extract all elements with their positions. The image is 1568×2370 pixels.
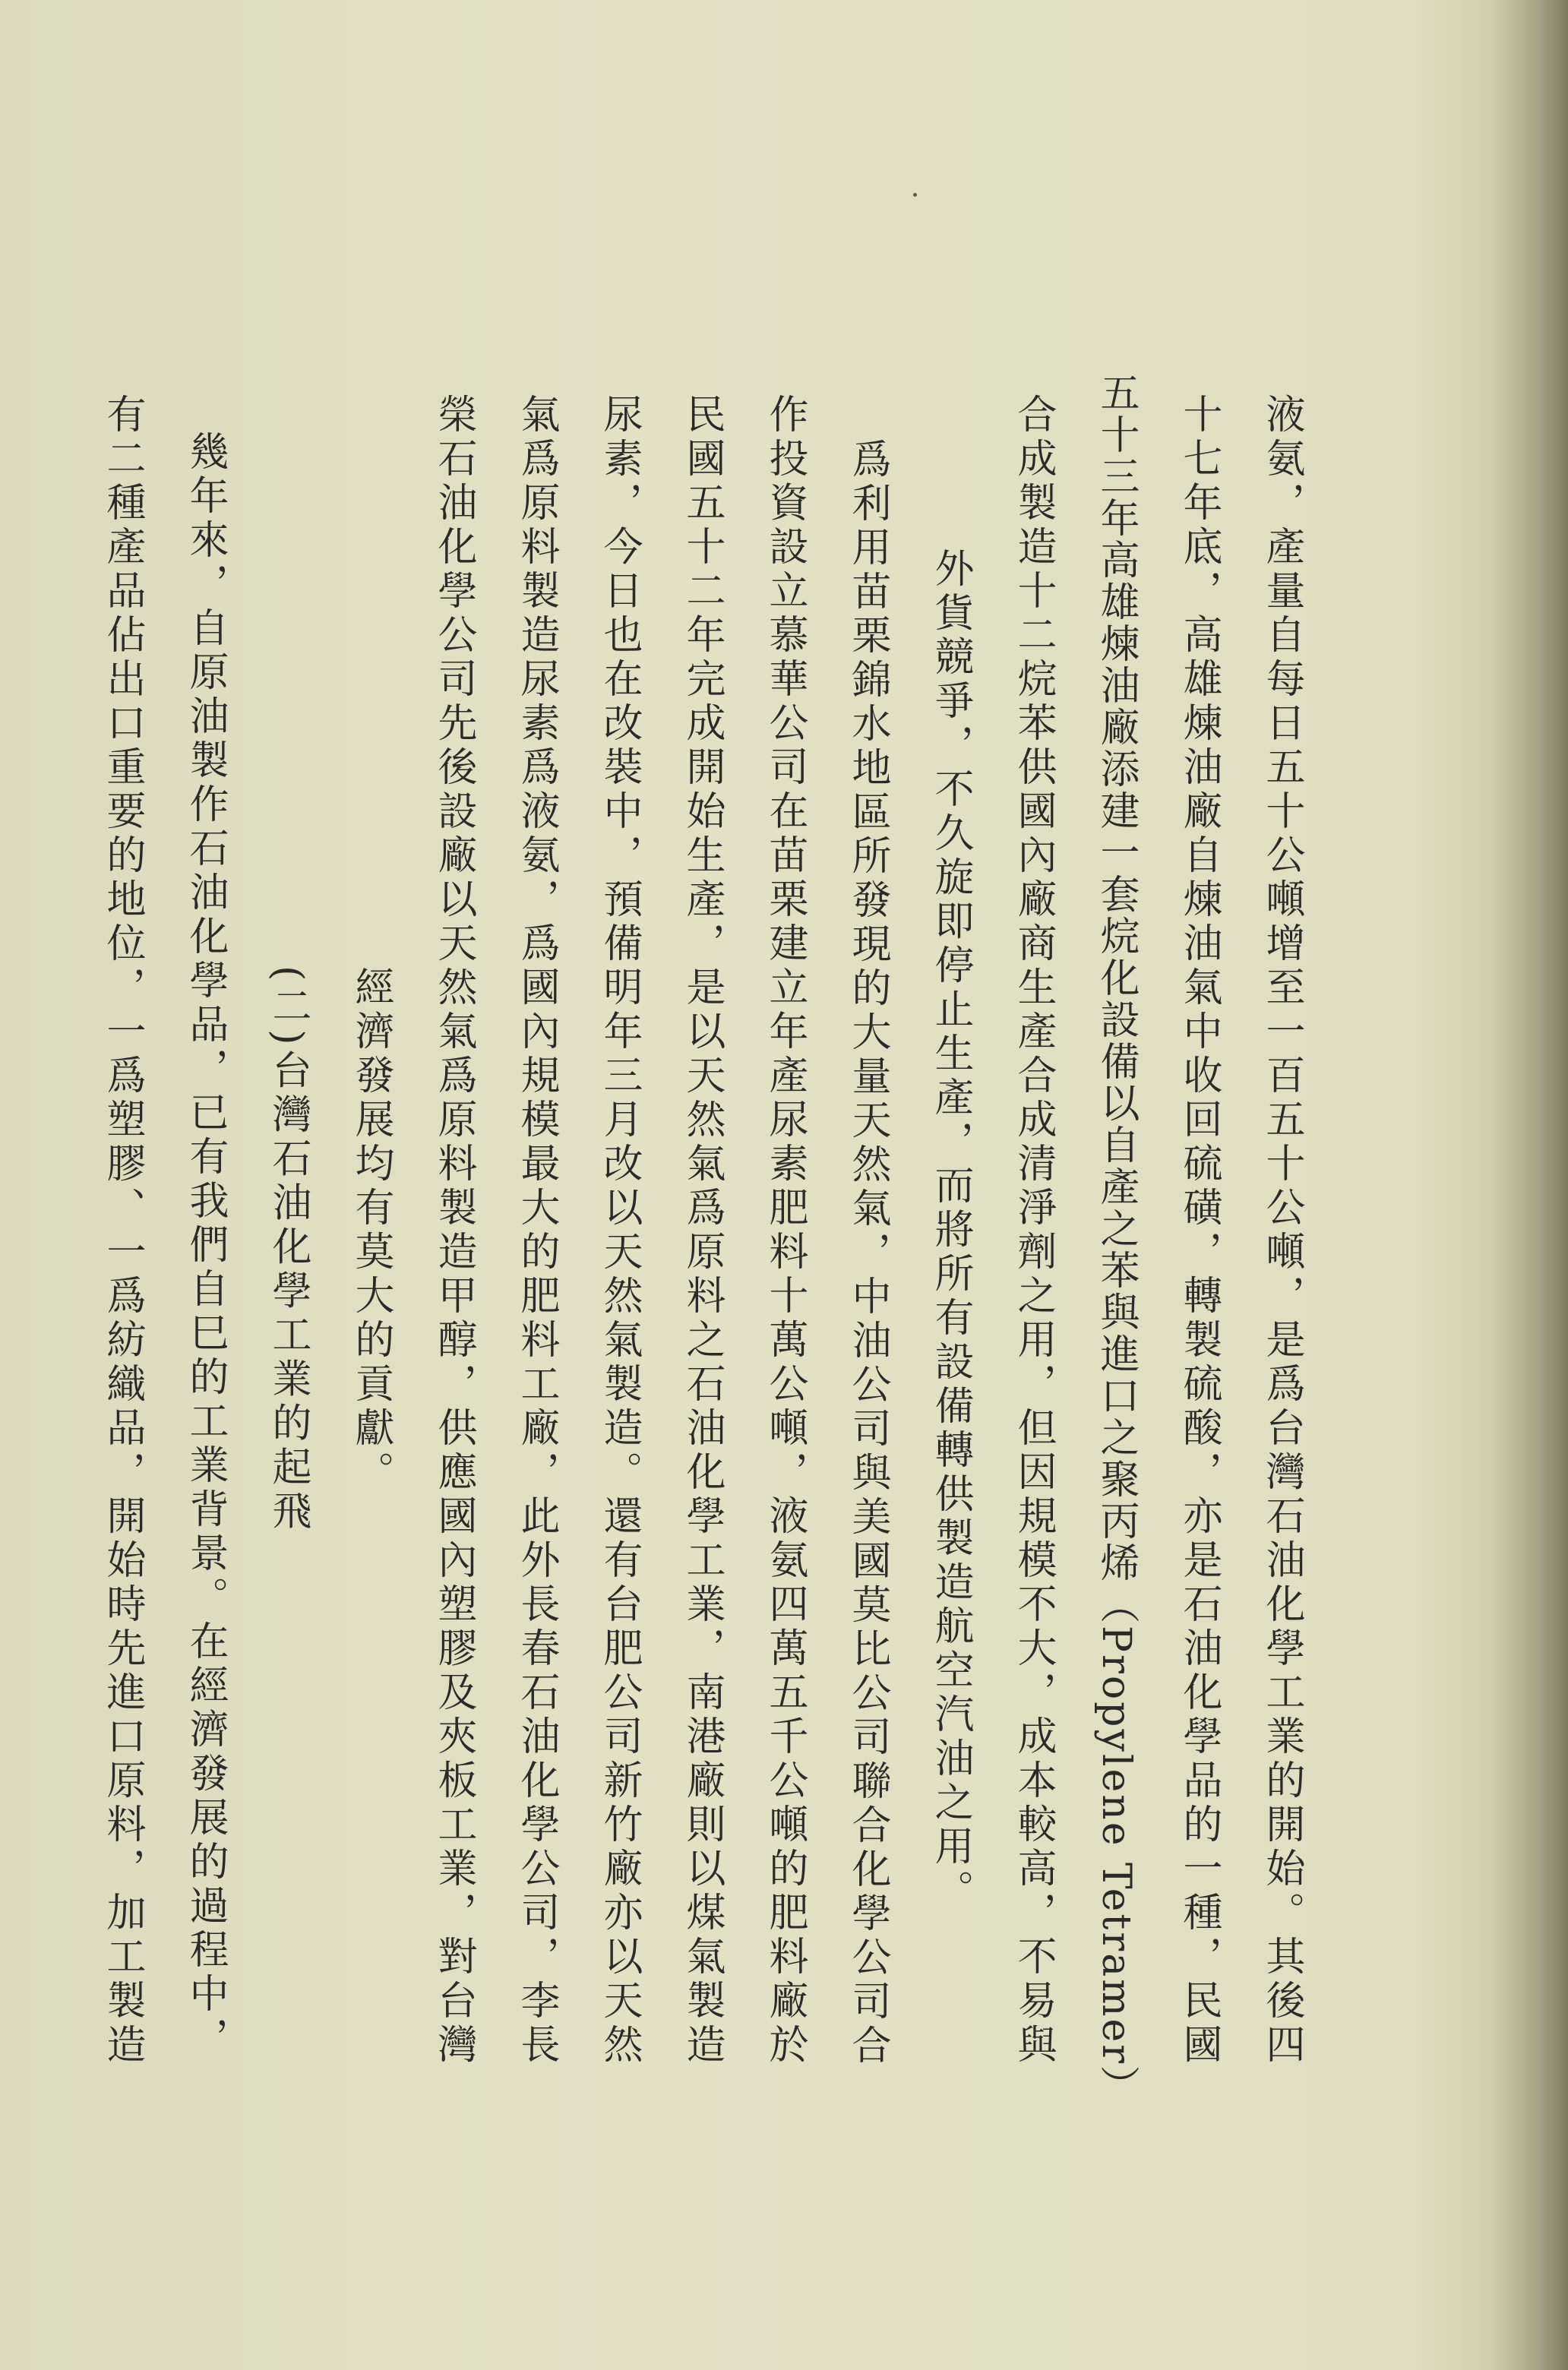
text-column-11: 榮石油化學公司先後設廠以天然氣爲原料製造甲醇，供應國內塑膠及夾板工業，對台灣 <box>431 393 476 2068</box>
text-column-10: 氣爲原料製造尿素爲液氨，爲國內規模最大的肥料工廠，此外長春石油化學公司，李長 <box>514 393 559 2068</box>
text-column-4: 合成製造十二烷苯供國內廠商生產合成清淨劑之用，但因規模不大，成本較高，不易與 <box>1010 393 1056 2068</box>
section-heading: (二)台灣石油化學工業的起飛 <box>265 965 311 1534</box>
text-column-12: 經濟發展均有莫大的貢獻。 <box>348 966 394 1495</box>
text-column-1: 液氨，產量自每日五十公噸增至一百五十公噸，是爲台灣石油化學工業的開始。其後四 <box>1259 393 1304 2068</box>
text-column-8: 民國五十二年完成開始生產，是以天然氣爲原料之石油化學工業，南港廠則以煤氣製造 <box>679 393 725 2068</box>
ink-speck <box>913 193 917 197</box>
text-column-14: 幾年來，自原油製作石油化學品，已有我們自巳的工業背景。在經濟發展的過程中， <box>182 431 228 2061</box>
text-column-5: 外貨競爭，不久旋即停止生產，而將所有設備轉供製造航空汽油之用。 <box>928 548 973 1913</box>
text-column-15: 有二種產品佔出口重要的地位，一爲塑膠、一爲紡織品，開始時先進口原料，加工製造 <box>100 393 145 2068</box>
text-column-9: 尿素，今日也在改裝中，預備明年三月改以天然氣製造。還有台肥公司新竹廠亦以天然 <box>596 393 642 2068</box>
text-column-6: 爲利用苗栗錦水地區所發現的大量天然氣，中油公司與美國莫比公司聯合化學公司合 <box>845 438 890 2068</box>
text-column-7: 作投資設立慕華公司在苗栗建立年產尿素肥料十萬公噸，液氨四萬五千公噸的肥料廠於 <box>762 393 808 2068</box>
text-column-3: 五十三年高雄煉油廠添建一套烷化設備以自產之苯與進口之聚丙烯（Propylene Tetramer） <box>1093 372 1139 2108</box>
text-column-2: 十七年底，高雄煉油廠自煉油氣中收回硫磺，轉製硫酸，亦是石油化學品的一種，民國 <box>1176 393 1222 2068</box>
